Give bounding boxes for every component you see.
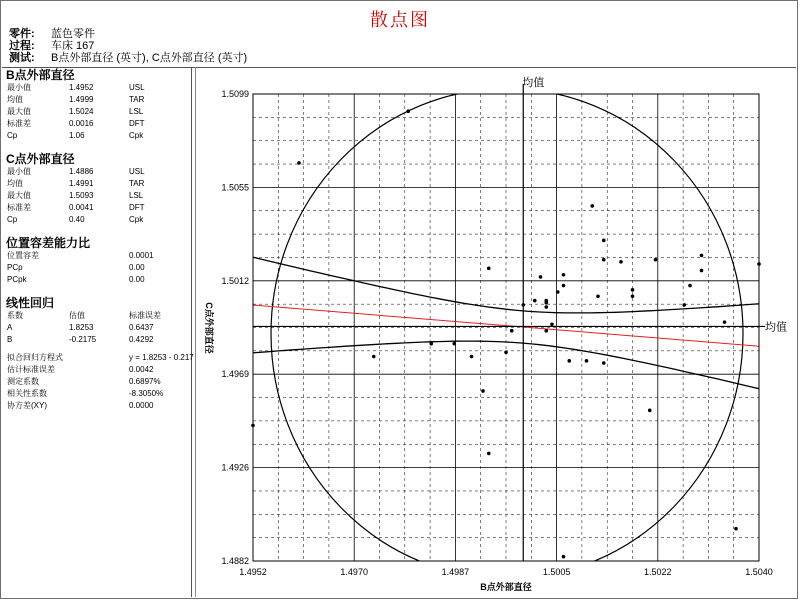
stat-label: 标准差 (7, 119, 31, 128)
data-point (470, 355, 474, 359)
stats-panel (6, 68, 194, 412)
data-point (688, 284, 692, 288)
stat-row (6, 166, 190, 178)
reg-stat-value: 0.6897% (129, 377, 161, 386)
x-tick-label: 1.4987 (441, 567, 470, 577)
data-point (550, 322, 554, 326)
data-point (590, 204, 594, 208)
y-tick-label: 1.5055 (221, 182, 249, 193)
data-point (372, 355, 376, 359)
stat-label: 最大值 (7, 191, 31, 200)
stat-value: 1.4952 (69, 83, 94, 92)
reg-header: 估值 (69, 311, 85, 320)
data-point (700, 269, 704, 273)
data-point (602, 258, 606, 262)
stat-row (6, 202, 190, 214)
data-point (602, 239, 606, 243)
stat-value: 1.5093 (69, 191, 94, 200)
header-meta (9, 28, 247, 64)
stat-code: DFT (129, 119, 145, 128)
data-point (602, 361, 606, 365)
x-axis-label: B点外部直径 (480, 582, 532, 592)
stat-label: 最小值 (7, 83, 31, 92)
reg-stat-label: 拟合回归方程式 (7, 353, 63, 362)
x-tick-label: 1.5022 (644, 567, 672, 577)
reg-stat-label: 协方差(XY) (7, 401, 47, 410)
data-point (452, 342, 456, 346)
reg-stat-row (6, 400, 190, 412)
reg-cell: -0.2175 (69, 335, 97, 344)
part-value: 蓝色零件 (51, 28, 95, 40)
stat-value: 0.0041 (69, 203, 94, 212)
stat-row (6, 190, 190, 202)
y-tick-label: 1.4969 (221, 369, 249, 380)
data-point (533, 299, 537, 303)
stat-label: 均值 (7, 179, 23, 188)
stat-code: TAR (129, 95, 145, 104)
stat-row (6, 250, 190, 262)
data-point (631, 294, 635, 298)
stat-value: 1.4999 (69, 95, 94, 104)
stat-code: USL (129, 167, 145, 176)
stat-label: 均值 (7, 95, 23, 104)
data-point (556, 290, 560, 294)
data-point (619, 260, 623, 264)
data-point (585, 359, 589, 363)
mean-x-label: 均值 (522, 77, 545, 89)
reg-header: 标准误差 (129, 311, 161, 320)
stat-row (6, 214, 190, 226)
c-section-title: C点外部直径 (6, 152, 75, 166)
scatter-chart (196, 68, 796, 598)
stat-value: 0.0001 (129, 251, 154, 260)
y-tick-label: 1.4882 (221, 556, 249, 566)
grid (253, 94, 759, 561)
stat-code: LSL (129, 107, 144, 116)
confidence-ellipse (271, 89, 743, 579)
reg-stat-label: 相关性系数 (7, 389, 47, 398)
stat-value: 1.06 (69, 131, 85, 140)
x-tick-label: 1.4952 (239, 567, 267, 577)
data-point (562, 284, 566, 288)
data-point (544, 329, 548, 333)
stat-row (6, 94, 190, 106)
reg-row (6, 334, 190, 346)
data-point (596, 294, 600, 298)
stat-label: 标准差 (7, 203, 31, 212)
reg-stat-value: 0.0000 (129, 401, 154, 410)
data-point (654, 258, 658, 262)
data-point (723, 320, 727, 324)
data-point (734, 527, 738, 531)
stat-row (6, 274, 190, 286)
stat-value: 1.4886 (69, 167, 94, 176)
stat-label: PCpk (7, 275, 27, 284)
data-point (481, 389, 485, 393)
reg-cell: 1.8253 (69, 323, 94, 332)
data-point (487, 267, 491, 271)
reg-stat-value: 0.0042 (129, 365, 154, 374)
mean-y-label: 均值 (765, 321, 787, 334)
data-point (544, 301, 548, 305)
panel-divider (191, 67, 192, 597)
stat-label: PCp (7, 263, 23, 272)
stat-row (6, 262, 190, 274)
reg-stat-row (6, 388, 190, 400)
stat-row (6, 178, 190, 190)
data-point (631, 288, 635, 292)
data-point (700, 254, 704, 258)
stat-code: Cpk (129, 131, 144, 140)
reg-stat-value: -8.3050% (129, 389, 164, 398)
data-point (567, 359, 571, 363)
pos-section-title: 位置容差能力比 (6, 236, 91, 250)
stat-row (6, 118, 190, 130)
data-point (539, 275, 543, 279)
stat-label: 最小值 (7, 167, 31, 176)
stat-value: 1.5024 (69, 107, 94, 116)
stat-code: TAR (129, 179, 145, 188)
stat-code: USL (129, 83, 145, 92)
reg-row (6, 322, 190, 334)
data-point (682, 303, 686, 307)
reg-stat-row (6, 376, 190, 388)
data-point (487, 452, 491, 456)
page-title: 散点图 (370, 10, 430, 31)
reg-cell: B (7, 335, 13, 344)
reg-stat-row (6, 352, 194, 364)
stat-code: DFT (129, 203, 145, 212)
test-row (9, 52, 247, 64)
reg-cell: 0.4292 (129, 335, 154, 344)
stat-value: 1.4991 (69, 179, 94, 188)
x-tick-label: 1.5040 (745, 567, 773, 577)
data-point (504, 350, 508, 354)
x-tick-label: 1.4970 (340, 567, 368, 577)
stat-row (6, 82, 190, 94)
data-point (297, 161, 301, 165)
data-point (510, 329, 514, 333)
reg-cell: A (7, 323, 13, 332)
reg-stat-label: 估计标准误差 (7, 365, 55, 374)
data-point (562, 555, 566, 559)
process-row (9, 40, 247, 52)
scatter-plot-svg (196, 68, 796, 598)
reg-stat-row (6, 364, 190, 376)
reg-cell: 0.6437 (129, 323, 154, 332)
x-tick-label: 1.5005 (542, 567, 571, 577)
stat-code: LSL (129, 191, 144, 200)
data-point (562, 273, 566, 277)
data-point (406, 109, 410, 113)
reg-section-title: 线性回归 (6, 296, 55, 310)
stat-label: 位置容差 (7, 251, 39, 260)
stat-label: Cp (7, 131, 18, 140)
axis-ticks (221, 89, 772, 577)
b-section-title: B点外部直径 (6, 68, 75, 82)
process-label: 过程: (9, 40, 35, 52)
stat-row (6, 130, 190, 142)
stat-row (6, 106, 190, 118)
stat-value: 0.0016 (69, 119, 94, 128)
stat-code: Cpk (129, 215, 144, 224)
part-row (9, 28, 247, 40)
y-axis-label: C点外部直径 (204, 302, 214, 354)
reg-stat-label: 测定系数 (7, 377, 39, 386)
y-tick-label: 1.5099 (221, 89, 249, 99)
stat-label: 最大值 (7, 107, 31, 116)
test-label: 测试: (9, 52, 35, 64)
reg-header: 系数 (7, 311, 23, 320)
y-tick-label: 1.4926 (221, 462, 249, 473)
data-point (544, 305, 548, 309)
y-tick-label: 1.5012 (221, 275, 249, 286)
part-label: 零件: (9, 28, 35, 40)
test-value: B点外部直径 (英寸), C点外部直径 (英寸) (51, 52, 248, 64)
stat-value: 0.00 (129, 263, 145, 272)
stat-label: Cp (7, 215, 18, 224)
process-value: 车床 167 (51, 40, 95, 52)
data-point (648, 409, 652, 413)
data-point (429, 342, 433, 346)
reg-stat-value: y = 1.8253 - 0.217 (129, 353, 194, 362)
stat-value: 0.40 (69, 215, 85, 224)
reg-header-row (6, 310, 190, 322)
stat-value: 0.00 (129, 275, 145, 284)
